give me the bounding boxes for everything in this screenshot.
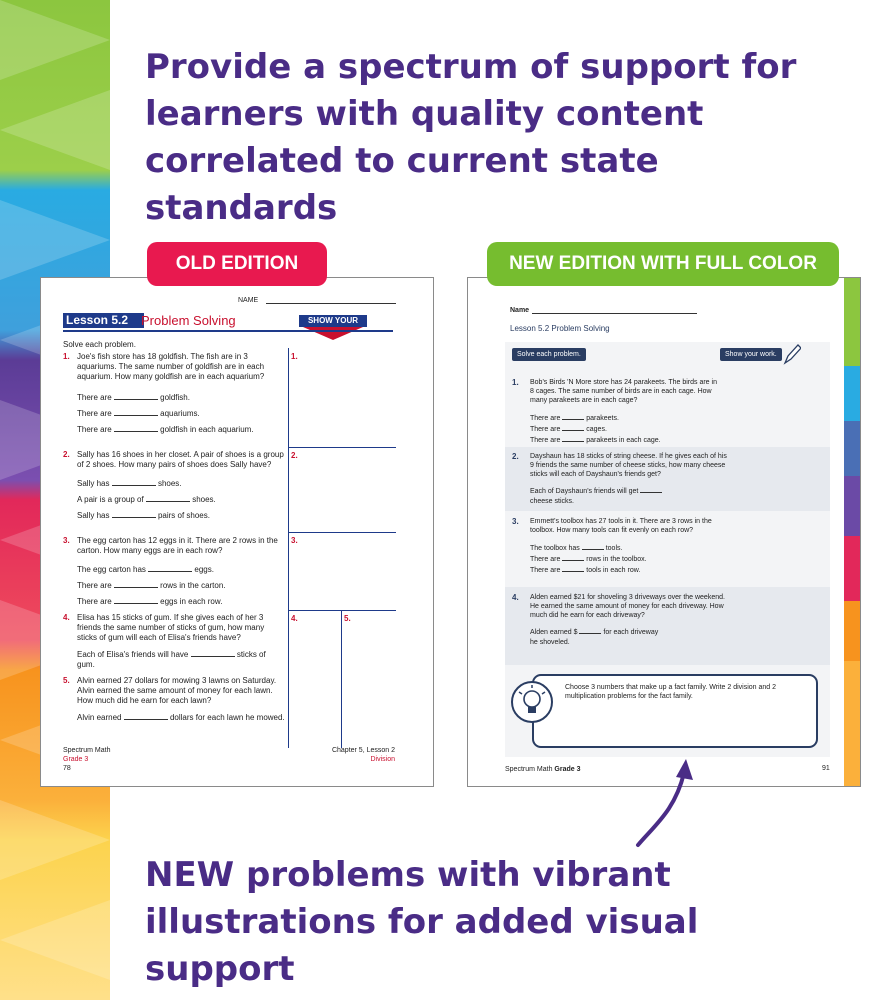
name-label: NAME [238, 297, 259, 304]
old-problem-5: 5. Alvin earned 27 dollars for mowing 3 lawns on Saturday. Alvin earned the same amount of money for each lawn. How much did he earn for each lawn? Alvin earned dollars for each lawn he mowed. [63, 676, 285, 722]
new-edition-label: NEW EDITION WITH FULL COLOR [487, 242, 839, 286]
old-problem-1: 1. Joe's fish store has 18 goldfish. The fish are in 3 aquariums. The same number of goldfish are in each aquarium. How many goldfish are in each aquarium? There are goldfish. There are aquariums. There are goldfish in each aquarium. [63, 352, 265, 434]
lesson-title: Lesson 5.2 Problem Solving [510, 324, 610, 333]
old-problem-3: 3. The egg carton has 12 eggs in it. There are 2 rows in the carton. How many eggs are in each row? The egg carton has eggs. There are rows in the carton. There are eggs in each row. [63, 536, 278, 606]
new-footer-left: Spectrum Math Grade 3 [505, 766, 581, 773]
name-label: Name [510, 307, 530, 314]
top-headline: Provide a spectrum of support for learners with quality content correlated to current state standards [145, 47, 797, 228]
pencil-icon [781, 343, 801, 365]
bottom-headline: NEW problems with vibrant illustrations for added visual support [145, 855, 699, 989]
show-your-work-banner: SHOW YOUR [299, 315, 367, 327]
old-edition-page [40, 277, 434, 787]
old-problem-2: 2. Sally has 16 shoes in her closet. A pair of shoes is a group of 2 shoes. How many pairs of shoes does Sally have? Sally has shoes. A pair is a group of shoes. Sally has pairs of shoes. [63, 450, 284, 520]
work-label-2: 2. [291, 451, 298, 460]
new-problem-2: 2. Dayshaun has 18 sticks of string cheese. If he gives each of his 9 friends the same number of cheese sticks, how many cheese sticks will each of Dayshaun's friends get? Each of Dayshaun's friends will get cheese sticks. [512, 452, 727, 505]
instruction-text: Solve each problem. [63, 340, 136, 349]
old-edition-label: OLD EDITION [147, 242, 327, 286]
old-footer-right: Chapter 5, Lesson 2 Division [331, 747, 395, 763]
new-page-number: 91 [822, 765, 830, 772]
new-problem-1: 1. Bob's Birds 'N More store has 24 parakeets. The birds are in 8 cages. The same number of birds are in each cage. How many parakeets are in each cage? There are parakeets. There are cages. There are parakeets in each cage. [512, 378, 717, 444]
new-problem-4: 4. Alden earned $21 for shoveling 3 driveways over the weekend. He earned the same amount of money for each driveway. How much did he earn for each driveway? Alden earned $ for each driveway he shoveled. [512, 593, 725, 646]
work-label-1: 1. [291, 352, 298, 361]
new-problem-3: 3. Emmett's toolbox has 27 tools in it. There are 3 rows in the toolbox. How many tools can fit evenly on each row? The toolbox has tools. There are rows in the toolbox. There are tools in each row. [512, 517, 712, 574]
lesson-title: Problem Solving [141, 313, 236, 328]
color-tabs-decoration [844, 278, 860, 787]
old-problem-4: 4. Elisa has 15 sticks of gum. If she gives each of her 3 friends the same number of sticks of gum, how many sticks of gum will each of Elisa's friends have? Each of Elisa's friends will have sticks of gum. [63, 613, 266, 669]
challenge-text: Choose 3 numbers that make up a fact family. Write 2 division and 2 multiplication problems for the fact family. [565, 684, 777, 700]
work-label-3: 3. [291, 536, 298, 545]
work-label-4: 4. [291, 614, 298, 623]
lesson-number: Lesson 5.2 [63, 313, 144, 328]
show-your-work-badge: Show your work. [720, 348, 782, 361]
old-footer-left: Spectrum Math Grade 3 78 [63, 747, 111, 772]
new-edition-page [467, 277, 861, 787]
curved-arrow-icon [620, 755, 700, 850]
solve-each-problem-badge: Solve each problem. [512, 348, 586, 361]
work-label-5: 5. [344, 614, 351, 623]
lightbulb-icon [510, 680, 554, 724]
